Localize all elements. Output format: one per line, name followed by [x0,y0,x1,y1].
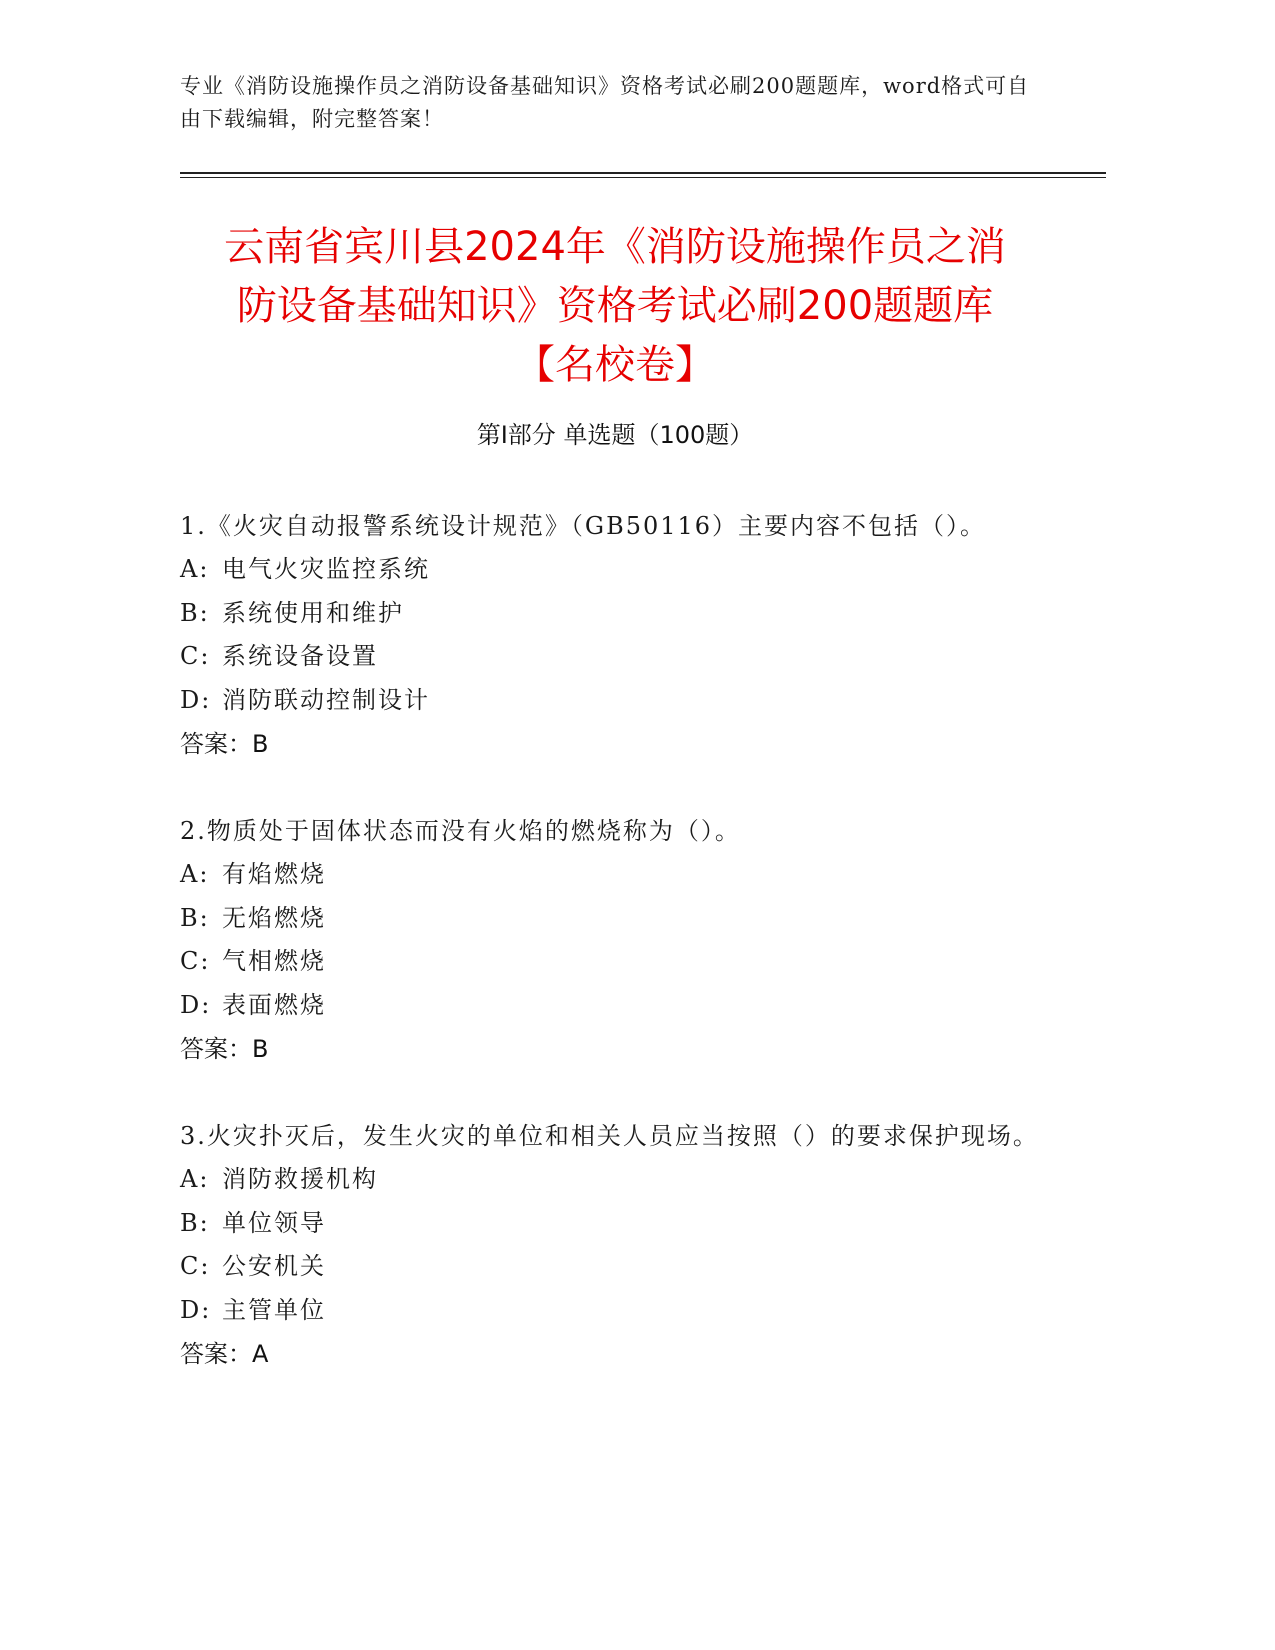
question-3 [180,1114,1040,1376]
question-2 [180,809,1040,1071]
option-b [180,1202,1040,1246]
option-text: 表面燃烧 [222,990,326,1019]
option-letter: C: [180,642,211,670]
option-letter: D: [180,685,212,714]
title-line-3: 【名校卷】 [515,342,715,388]
option-text: 无焰燃烧 [222,903,326,932]
option-letter: A: [180,1165,210,1193]
answer-line: 答案：B [180,1035,269,1063]
option-letter: A: [180,860,210,888]
option-d [180,984,1040,1028]
option-letter: B: [180,598,210,627]
option-c [180,635,1040,679]
option-letter: C: [180,1252,211,1280]
document-title [160,218,1070,395]
option-b [180,897,1040,941]
option-text: 气相燃烧 [222,947,326,975]
option-letter: A: [180,555,210,583]
option-a [180,548,1040,592]
answer-line: 答案：B [180,730,269,758]
option-a [180,853,1040,897]
option-text: 消防联动控制设计 [222,685,430,714]
option-c [180,940,1040,984]
section-heading: 第Ⅰ部分 单选题（100题） [476,421,754,449]
question-stem: 1.《火灾自动报警系统设计规范》（GB50116）主要内容不包括（）。 [180,512,987,540]
option-letter: B: [180,1208,210,1237]
option-c [180,1245,1040,1289]
option-letter: D: [180,990,212,1019]
option-a [180,1158,1040,1202]
question-stem: 3.火灾扑灭后，发生火灾的单位和相关人员应当按照（）的要求保护现场。 [180,1122,1039,1150]
option-d [180,679,1040,723]
option-text: 系统使用和维护 [222,598,404,627]
option-text: 公安机关 [222,1252,326,1280]
question-1 [180,504,1040,766]
header-divider-thick [180,172,1106,174]
option-text: 消防救援机构 [222,1165,378,1193]
title-line-2: 防设备基础知识》资格考试必刷200题题库 [236,283,994,329]
option-letter: D: [180,1295,212,1324]
option-text: 系统设备设置 [222,642,378,670]
question-stem: 2.物质处于固体状态而没有火焰的燃烧称为（）。 [180,817,741,845]
option-letter: C: [180,947,211,975]
option-text: 主管单位 [222,1295,326,1324]
option-letter: B: [180,903,210,932]
answer-line: 答案：A [180,1340,269,1368]
option-text: 电气火灾监控系统 [222,555,430,583]
option-text: 有焰燃烧 [222,860,326,888]
option-text: 单位领导 [222,1208,326,1237]
header-note: 专业《消防设施操作员之消防设备基础知识》资格考试必刷200题题库，word格式可自由下载编辑，附完整答案！ [180,74,1030,131]
option-d [180,1289,1040,1333]
header-divider-thin [180,177,1106,178]
title-line-1: 云南省宾川县2024年《消防设施操作员之消 [224,224,1006,270]
option-b [180,592,1040,636]
